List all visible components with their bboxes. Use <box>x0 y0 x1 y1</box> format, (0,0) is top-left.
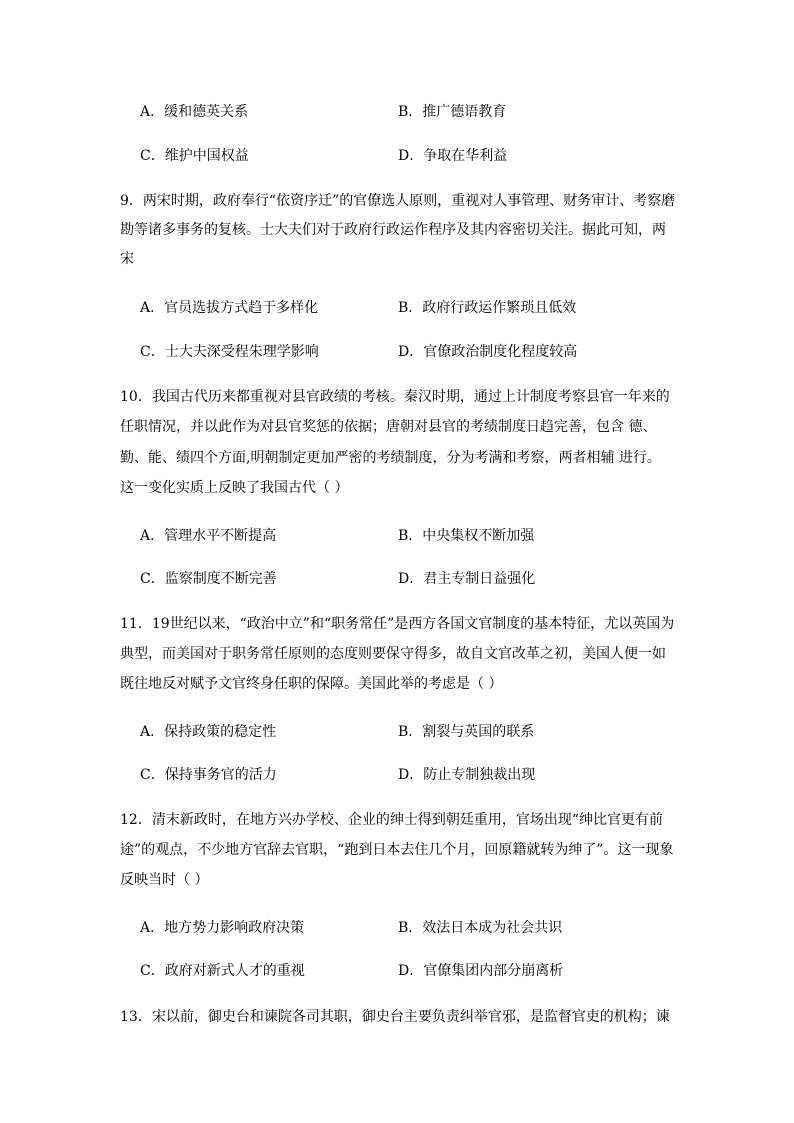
q8-option-a: A．缓和德英关系 <box>140 104 249 120</box>
q10-line-2: 任职情况，并以此作为对县官奖惩的依据；唐朝对县官的考绩制度日趋完善，包含 德、 <box>120 419 657 435</box>
q9-line-3: 宋 <box>120 251 134 267</box>
q12-line-3: 反映当时（ ） <box>120 872 209 888</box>
q12-option-d: D．官僚集团内部分崩离析 <box>398 963 564 979</box>
q12-line-2: 途”的观点，不少地方官辞去官职，“跑到日本去住几个月，回原籍就转为绅了”。这一现象 <box>120 842 674 858</box>
q8-option-c: C．维护中国权益 <box>140 148 249 164</box>
q10-line-1: 10．我国古代历来都重视对县官政绩的考核。秦汉时期，通过上计制度考察县官一年来的 <box>120 389 670 405</box>
q8-option-b: B．推广德语教育 <box>398 104 507 120</box>
q11-option-a: A．保持政策的稳定性 <box>140 724 277 740</box>
q11-line-3: 既往地反对赋予文官终身任职的保障。美国此举的考虑是（ ） <box>120 676 503 692</box>
q11-line-2: 典型，而美国对于职务常任原则的态度则要保守得多，故自文官改革之初，美国人便一如 <box>120 646 666 662</box>
q10-line-3: 勤、能、绩四个方面,明朝制定更加严密的考绩制度，分为考满和考察，两者相辅 进行。 <box>120 450 661 466</box>
q12-option-a: A．地方势力影响政府决策 <box>140 920 305 936</box>
q10-option-c: C．监察制度不断完善 <box>140 571 277 587</box>
q10-line-4: 这一变化实质上反映了我国古代（ ） <box>120 480 349 496</box>
q10-option-a: A．管理水平不断提高 <box>140 528 277 544</box>
q10-option-b: B．中央集权不断加强 <box>398 528 535 544</box>
q8-option-d: D．争取在华利益 <box>398 148 508 164</box>
q9-line-1: 9．两宋时期，政府奉行“依资序迁”的官僚选人原则，重视对人事管理、财务审计、考察磨 <box>120 193 676 209</box>
q11-line-1: 11．19世纪以来，“政治中立”和“职务常任”是西方各国文官制度的基本特征，尤以英国为 <box>120 616 675 632</box>
q9-option-a: A．官员选拔方式趋于多样化 <box>140 300 319 316</box>
q9-option-b: B．政府行政运作繁琐且低效 <box>398 300 577 316</box>
q11-option-c: C．保持事务官的活力 <box>140 767 277 783</box>
q11-option-b: B．割裂与英国的联系 <box>398 724 535 740</box>
q12-option-c: C．政府对新式人才的重视 <box>140 963 305 979</box>
q9-line-2: 勘等诸多事务的复核。士大夫们对于政府行政运作程序及其内容密切关注。据此可知，两 <box>120 222 666 238</box>
q12-option-b: B．效法日本成为社会共识 <box>398 920 563 936</box>
q13-line-1: 13．宋以前，御史台和谏院各司其职，御史台主要负责纠举官邪，是监督官吏的机构；谏 <box>120 1009 670 1025</box>
q11-option-d: D．防止专制独裁出现 <box>398 767 536 783</box>
q12-line-1: 12．清末新政时，在地方兴办学校、企业的绅士得到朝廷重用，官场出现“绅比官更有前 <box>120 812 663 828</box>
q9-option-d: D．官僚政治制度化程度较高 <box>398 344 578 360</box>
q9-option-c: C．士大夫深受程朱理学影响 <box>140 344 319 360</box>
q10-option-d: D．君主专制日益强化 <box>398 571 536 587</box>
